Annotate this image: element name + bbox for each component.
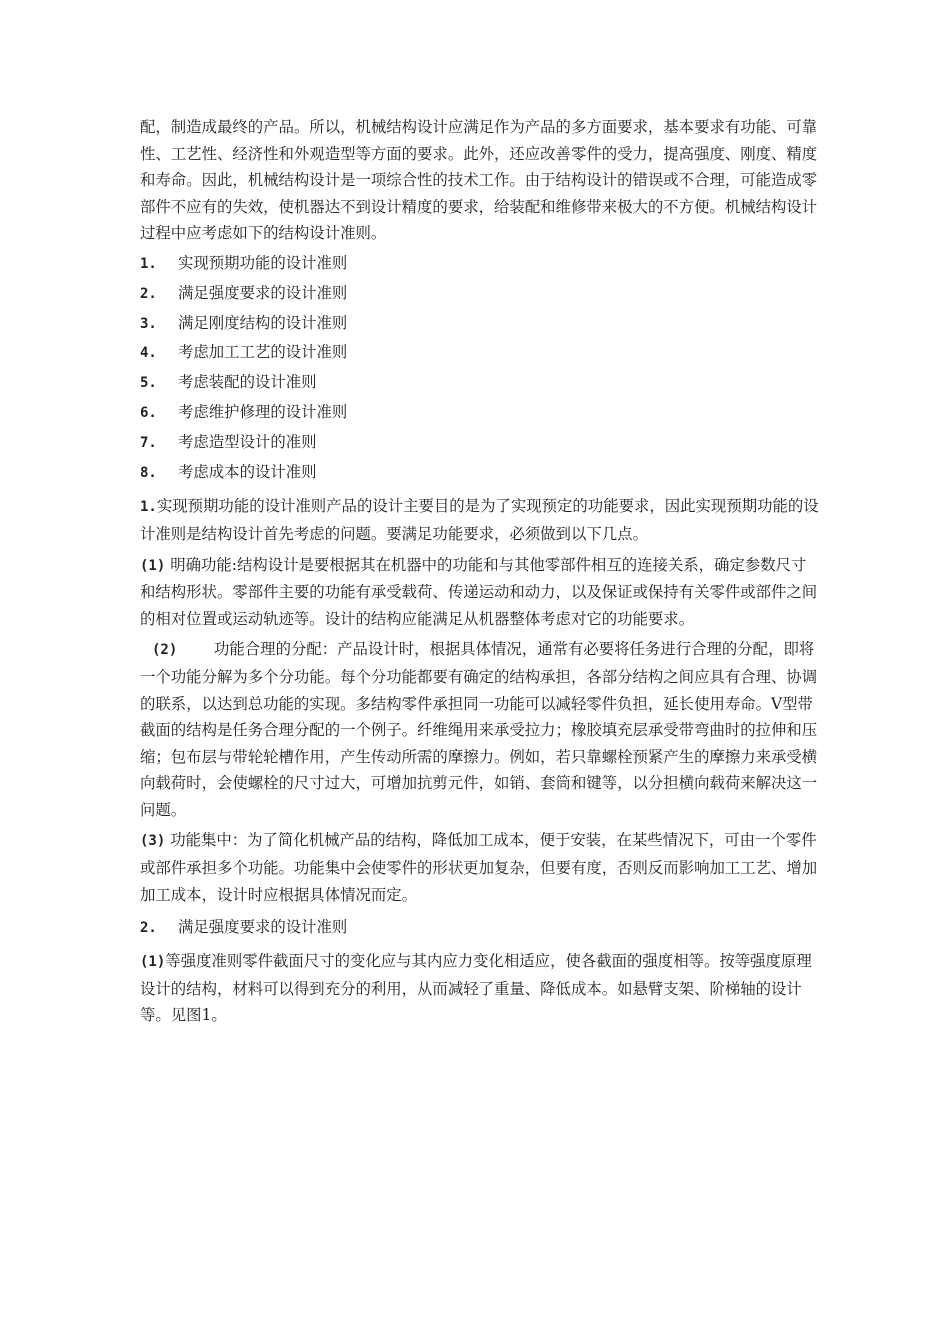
section-2-heading — [140, 912, 820, 942]
list-item-text: 实现预期功能的设计准则 — [178, 253, 348, 272]
list-item-text: 考虑加工工艺的设计准则 — [178, 343, 348, 362]
intro-paragraph: 配，制造成最终的产品。所以，机械结构设计应满足作为产品的多方面要求，基本要求有功能、可靠性、工艺性、经济性和外观造型等方面的要求。此外，还应改善零件的受力，提高强度、刚度、精度和寿命。因此，机械结构设计是一项综合性的技术工作。由于结构设计的错误或不合理，可能造成零部件不应有的失效，使机器达不到设计精度的要求，给装配和维修带来极大的不方便。机械结构设计过程中应考虑如下的结构设计准则。 — [140, 118, 818, 243]
point-2-1-marker: (1) — [140, 954, 166, 971]
principles-list — [140, 249, 820, 487]
list-item-text: 考虑造型设计的准则 — [178, 432, 317, 451]
list-item — [140, 398, 820, 428]
list-item — [140, 428, 820, 458]
point-3-paragraph — [140, 827, 820, 908]
point-2-paragraph — [140, 636, 820, 823]
list-item-text: 满足刚度结构的设计准则 — [178, 313, 348, 332]
list-item — [140, 279, 820, 309]
list-item-number: 2. — [140, 285, 157, 302]
list-item-text: 满足强度要求的设计准则 — [178, 283, 348, 302]
document-page — [140, 114, 820, 1033]
point-1-paragraph — [140, 552, 820, 633]
point-1-label: 明确功能: — [165, 555, 237, 574]
point-2-marker: (2) — [152, 642, 178, 659]
section-2-number: 2. — [140, 920, 157, 937]
list-item-number: 5. — [140, 375, 157, 392]
section-1-paragraph — [140, 493, 820, 547]
point-2-1-text: 等强度准则零件截面尺寸的变化应与其内应力变化相适应，使各截面的强度相等。按等强度原理设计的结构，材料可以得到充分的利用，从而减轻了重量、降低成本。如悬臂支架、阶梯轴的设计等。见图1。 — [140, 952, 812, 1025]
section-2-title: 满足强度要求的设计准则 — [178, 918, 348, 937]
point-2-text: 功能合理的分配：产品设计时，根据具体情况，通常有必要将任务进行合理的分配，即将一个功能分解为多个分功能。每个分功能都要有确定的结构承担，各部分结构之间应具有合理、协调的联系，以达到总功能的实现。多结构零件承担同一功能可以减轻零件负担，延长使用寿命。V型带截面的结构是任务合理分配的一个例子。纤维绳用来承受拉力；橡胶填充层承受带弯曲时的拉伸和压缩；包布层与带轮轮槽作用，产生传动所需的摩擦力。例如，若只靠螺栓预紧产生的摩擦力来承受横向载荷时，会使螺栓的尺寸过大，可增加抗剪元件，如销、套筒和键等，以分担横向载荷来解决这一问题。 — [140, 640, 818, 819]
section-1-text: 实现预期功能的设计准则产品的设计主要目的是为了实现预定的功能要求，因此实现预期功能的设计准则是结构设计首先考虑的问题。要满足功能要求，必须做到以下几点。 — [140, 497, 819, 543]
list-item — [140, 368, 820, 398]
list-item-number: 7. — [140, 434, 157, 451]
list-item — [140, 249, 820, 279]
list-item-number: 4. — [140, 345, 157, 362]
point-2-1-paragraph — [140, 948, 820, 1029]
list-item-number: 1. — [140, 255, 157, 272]
list-item-text: 考虑成本的设计准则 — [178, 462, 317, 481]
list-item-number: 3. — [140, 315, 157, 332]
list-item — [140, 309, 820, 339]
point-1-text: 结构设计是要根据其在机器中的功能和与其他零部件相互的连接关系，确定参数尺寸和结构形状。零部件主要的功能有承受载荷、传递运动和动力，以及保证或保持有关零件或部件之间的相对位置或运动轨迹等。设计的结构应能满足从机器整体考虑对它的功能要求。 — [140, 555, 818, 628]
list-item-text: 考虑装配的设计准则 — [178, 373, 317, 392]
list-item — [140, 458, 820, 488]
point-3-marker: (3) — [140, 833, 166, 850]
list-item-text: 考虑维护修理的设计准则 — [178, 402, 348, 421]
list-item-number: 8. — [140, 464, 157, 481]
list-item — [140, 338, 820, 368]
point-3-text: 功能集中：为了简化机械产品的结构，降低加工成本，便于安装，在某些情况下，可由一个零件或部件承担多个功能。功能集中会使零件的形状更加复杂，但要有度，否则反而影响加工工艺、增加加工成本，设计时应根据具体情况而定。 — [140, 831, 818, 904]
list-item-number: 6. — [140, 404, 157, 421]
section-1-number: 1. — [140, 499, 157, 516]
point-1-marker: (1) — [140, 557, 166, 574]
